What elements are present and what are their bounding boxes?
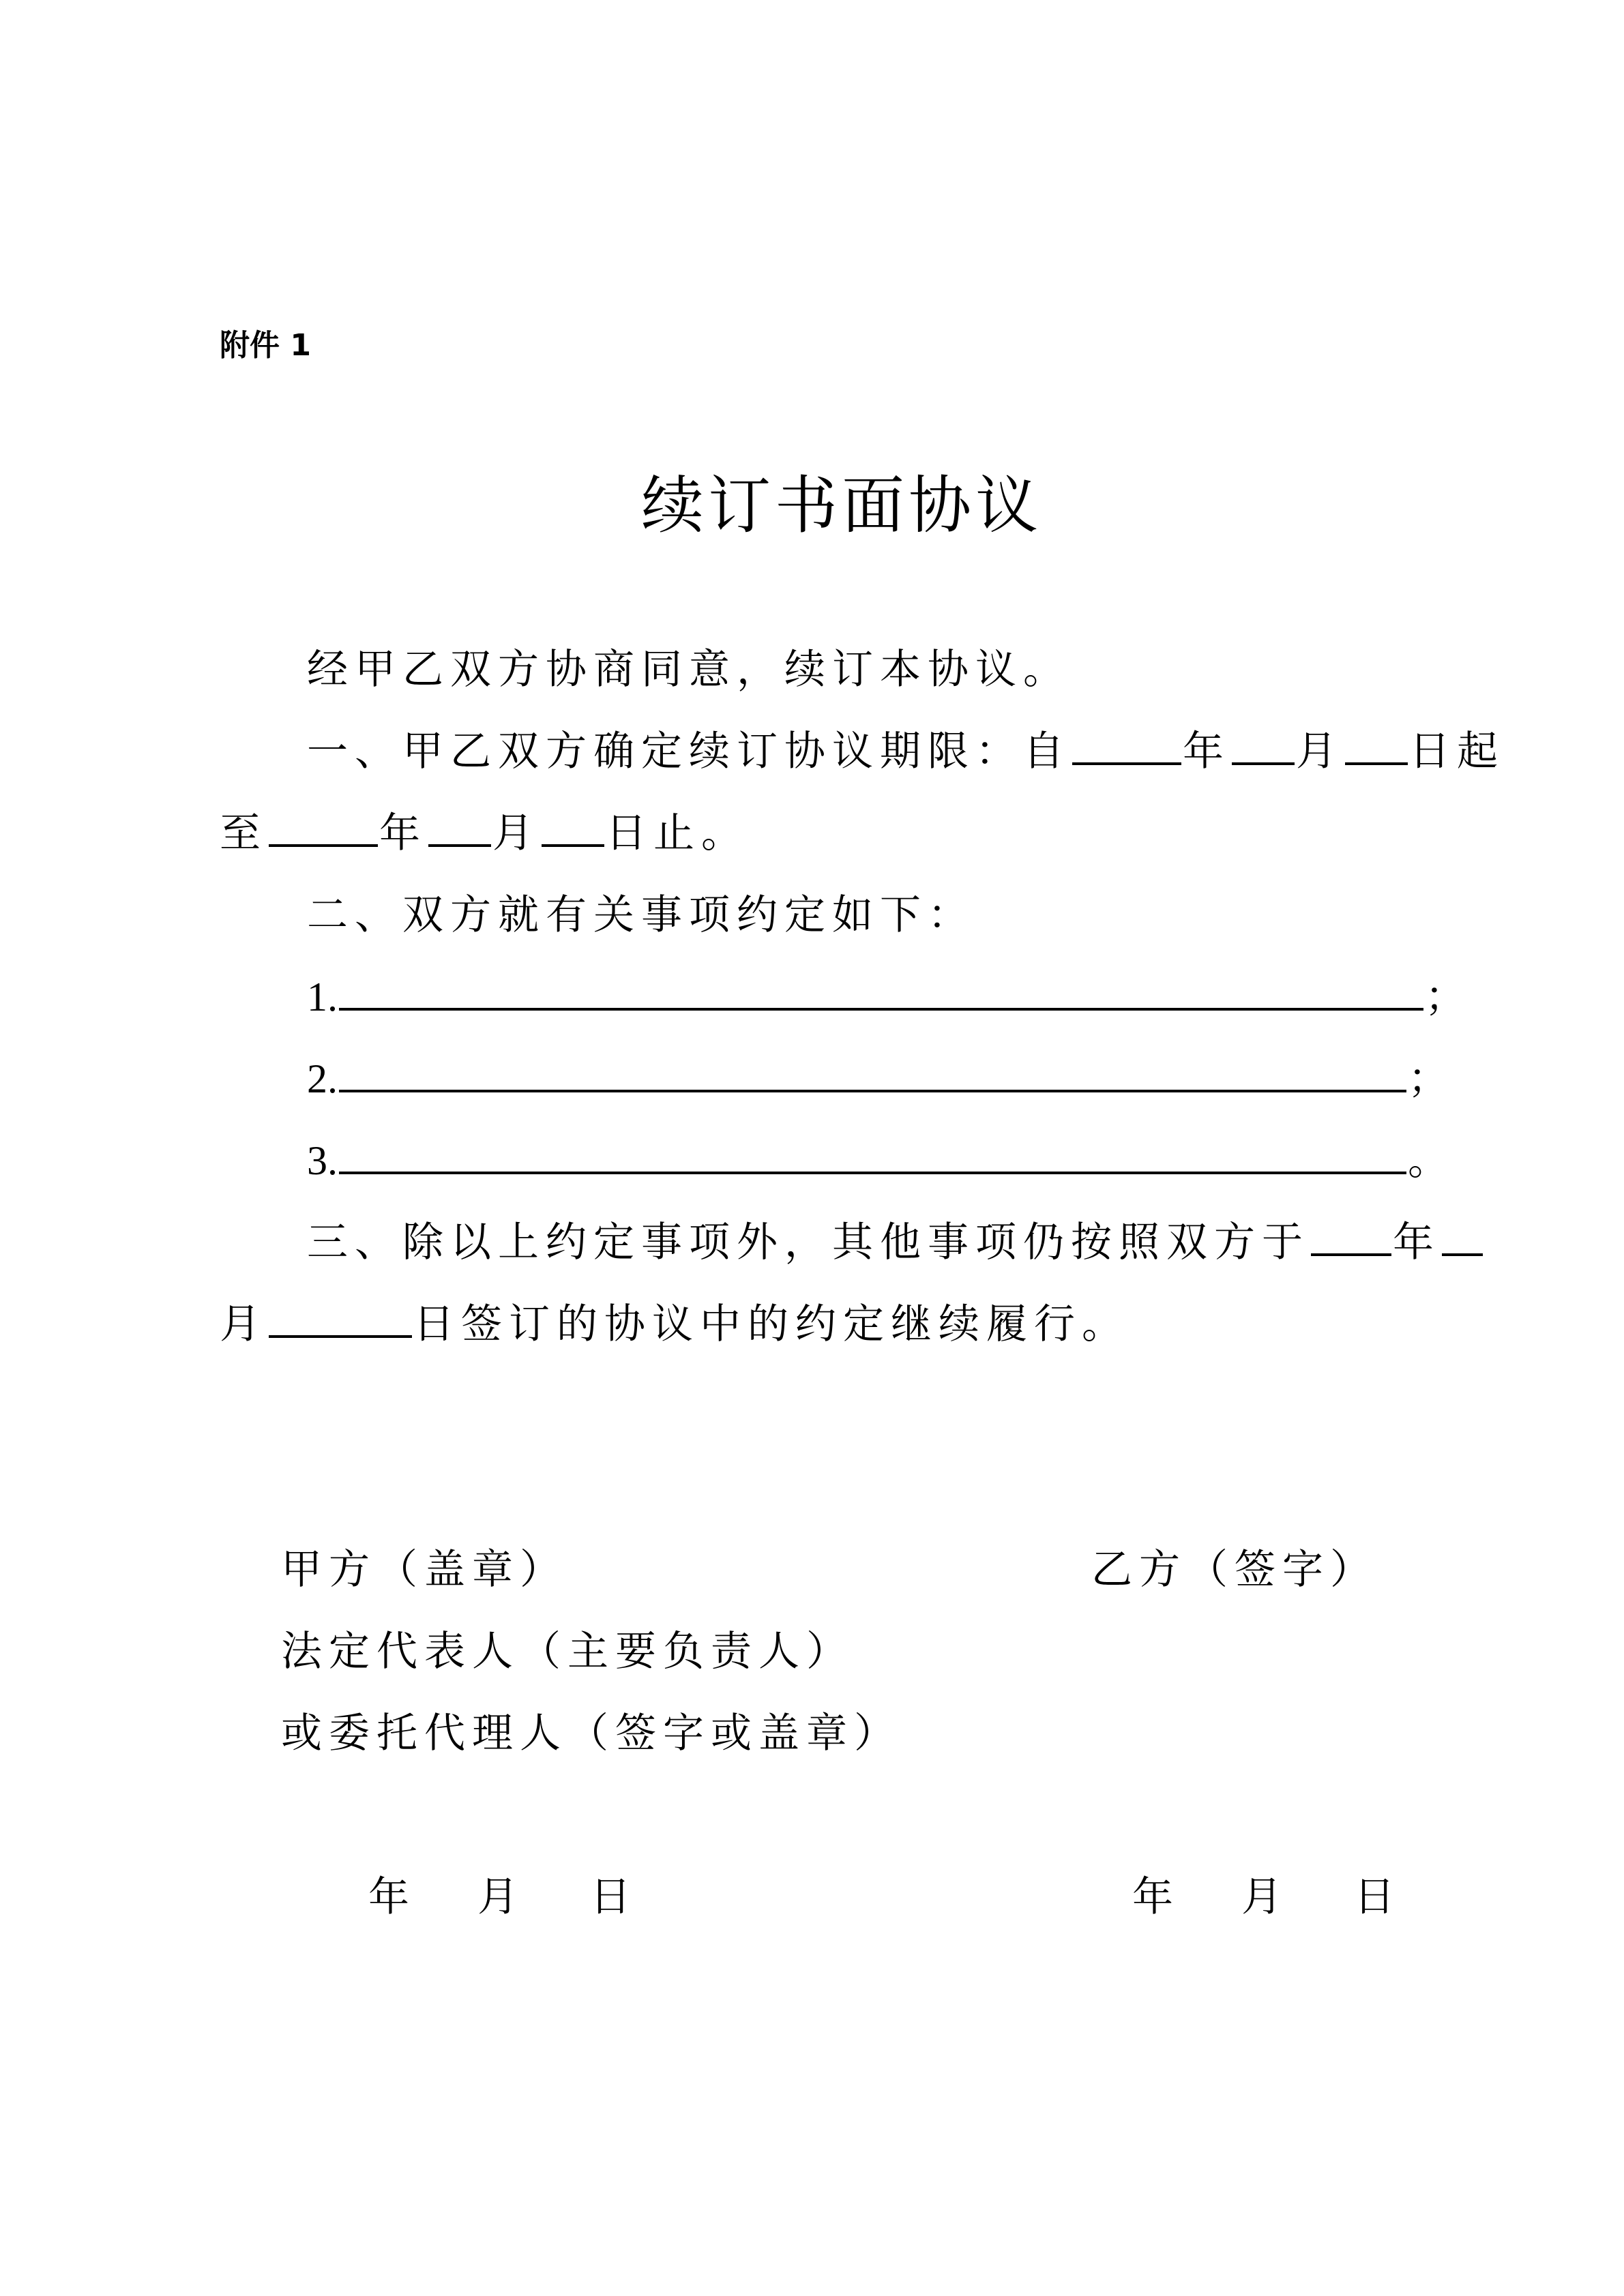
party-b-date bbox=[0, 1868, 1624, 1930]
clause-1-line-1 bbox=[307, 723, 1505, 780]
end-day-label: 日止。 bbox=[606, 809, 749, 857]
date-day: 日 bbox=[1354, 1873, 1402, 1921]
signed-year-label: 年 bbox=[1393, 1219, 1441, 1266]
item-number: 2. bbox=[307, 1056, 338, 1101]
item-number: 1. bbox=[307, 974, 338, 1019]
authorized-agent: 或委托代理人（签字或盖章） bbox=[281, 1710, 902, 1757]
clause-3-rest: 日签订的协议中的约定继续履行。 bbox=[413, 1300, 1130, 1348]
end-prefix: 至 bbox=[220, 809, 267, 857]
clause-1-line-2 bbox=[220, 805, 749, 862]
signed-month-label: 月 bbox=[220, 1300, 267, 1348]
signed-month-blank-a[interactable] bbox=[1442, 1218, 1483, 1256]
start-year-label: 年 bbox=[1183, 728, 1230, 775]
end-month-label: 月 bbox=[492, 809, 540, 857]
start-month-blank[interactable] bbox=[1232, 727, 1295, 765]
signed-day-blank[interactable] bbox=[269, 1300, 412, 1338]
legal-representative: 法定代表人（主要负责人） bbox=[281, 1628, 854, 1675]
date-month: 月 bbox=[1241, 1873, 1289, 1921]
intro-paragraph: 经甲乙双方协商同意，续订本协议。 bbox=[307, 646, 1071, 694]
list-item-1 bbox=[307, 968, 1473, 1026]
item-1-blank[interactable] bbox=[339, 972, 1423, 1011]
clause-3-text: 三、除以上约定事项外，其他事项仍按照双方于 bbox=[307, 1219, 1310, 1266]
clause-3-line-2 bbox=[220, 1296, 1130, 1353]
end-day-blank[interactable] bbox=[542, 809, 604, 847]
start-day-blank[interactable] bbox=[1345, 727, 1408, 765]
item-end-mark: ； bbox=[1425, 973, 1473, 1021]
start-day-label: 日起 bbox=[1409, 728, 1505, 775]
start-year-blank[interactable] bbox=[1072, 727, 1181, 765]
clause-2: 二、双方就有关事项约定如下： bbox=[307, 891, 975, 939]
item-3-blank[interactable] bbox=[339, 1136, 1406, 1174]
end-year-label: 年 bbox=[379, 809, 427, 857]
date-month: 月 bbox=[477, 1873, 525, 1921]
item-end-mark: ； bbox=[1408, 1055, 1456, 1103]
signed-year-blank[interactable] bbox=[1311, 1218, 1391, 1256]
item-end-mark: 。 bbox=[1408, 1137, 1456, 1184]
date-year: 年 bbox=[368, 1873, 416, 1921]
list-item-2 bbox=[307, 1050, 1456, 1107]
clause-1-text: 一、甲乙双方确定续订协议期限：自 bbox=[307, 728, 1071, 775]
party-b-signature: 乙方（签字） bbox=[1091, 1546, 1378, 1594]
party-a-seal: 甲方（盖章） bbox=[281, 1546, 567, 1594]
start-month-label: 月 bbox=[1296, 728, 1344, 775]
attachment-label: 附件 1 bbox=[220, 328, 311, 363]
document-title: 续订书面协议 bbox=[641, 469, 1043, 542]
date-day: 日 bbox=[590, 1873, 638, 1921]
end-month-blank[interactable] bbox=[428, 809, 491, 847]
end-year-blank[interactable] bbox=[269, 809, 378, 847]
item-2-blank[interactable] bbox=[339, 1054, 1406, 1092]
item-number: 3. bbox=[307, 1138, 338, 1183]
list-item-3 bbox=[307, 1132, 1456, 1189]
clause-3-line-1 bbox=[307, 1214, 1484, 1271]
date-year: 年 bbox=[1132, 1873, 1180, 1921]
